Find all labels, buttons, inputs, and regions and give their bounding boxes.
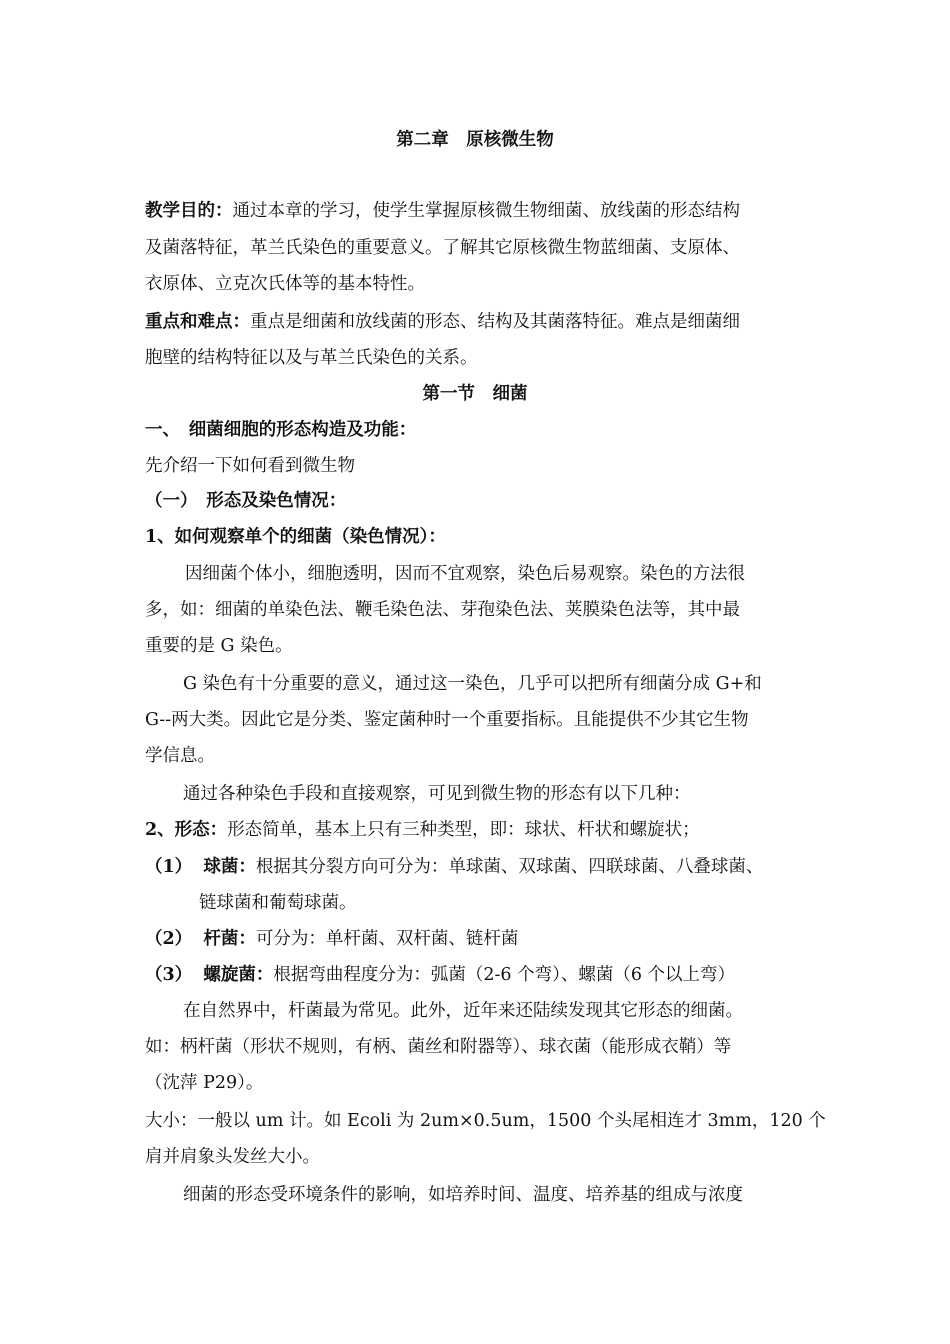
shape-label: 2、形态： — [145, 820, 228, 840]
heading-2: （一） 形态及染色情况： — [145, 491, 347, 511]
list-item-1-num: （1） — [145, 857, 193, 877]
para1-line-2: 多，如：细菌的单染色法、鞭毛染色法、芽孢染色法、荚膜染色法等，其中最 — [145, 600, 740, 620]
list-item-2-num: （2） — [145, 929, 193, 949]
shape-text: 形态简单，基本上只有三种类型，即：球状、杆状和螺旋状； — [227, 820, 700, 840]
para2-line-3: 学信息。 — [145, 746, 215, 766]
para4-line-3: （沈萍 P29）。 — [145, 1073, 264, 1093]
list-item-2-text: 可分为：单杆菌、双杆菌、链杆菌 — [255, 929, 519, 949]
heading-3: 1、如何观察单个的细菌（染色情况）： — [145, 527, 446, 547]
keypoints-line-2: 胞壁的结构特征以及与革兰氏染色的关系。 — [145, 348, 478, 368]
objective-line-1 — [145, 199, 740, 223]
section-title: 第一节 细菌 — [422, 384, 528, 404]
intro-text: 先介绍一下如何看到微生物 — [145, 456, 355, 476]
list-item-1-label: 球菌： — [203, 857, 256, 877]
list-item-1-cont: 链球菌和葡萄球菌。 — [199, 893, 357, 913]
shape-line — [145, 818, 700, 842]
list-item-3 — [145, 963, 735, 987]
para4-line-1: 在自然界中，杆菌最为常见。此外，近年来还陆续发现其它形态的细菌。 — [183, 1001, 743, 1021]
list-item-3-text: 根据弯曲程度分为：弧菌（2-6 个弯）、螺菌（6 个以上弯） — [273, 965, 736, 985]
keypoints-label: 重点和难点： — [145, 312, 250, 332]
para3: 通过各种染色手段和直接观察，可见到微生物的形态有以下几种： — [183, 784, 691, 804]
list-item-1 — [145, 855, 763, 879]
para5: 细菌的形态受环境条件的影响，如培养时间、温度、培养基的组成与浓度 — [183, 1185, 743, 1205]
keypoints-line-1 — [145, 310, 740, 334]
list-item-2-label: 杆菌： — [203, 929, 256, 949]
list-item-1-text: 根据其分裂方向可分为：单球菌、双球菌、四联球菌、八叠球菌、 — [255, 857, 764, 877]
objective-text-1: 通过本章的学习，使学生掌握原核微生物细菌、放线菌的形态结构 — [232, 201, 740, 221]
chapter-title: 第二章 原核微生物 — [396, 130, 554, 150]
keypoints-text-1: 重点是细菌和放线菌的形态、结构及其菌落特征。难点是细菌细 — [250, 312, 740, 332]
size-line-1: 大小：一般以 um 计。如 Ecoli 为 2um×0.5um，1500 个头尾相连才 3mm，120 个 — [145, 1111, 826, 1131]
para1-line-1: 因细菌个体小，细胞透明，因而不宜观察，染色后易观察。染色的方法很 — [185, 564, 745, 584]
heading-1: 一、 细菌细胞的形态构造及功能： — [145, 420, 417, 440]
objective-label: 教学目的： — [145, 201, 233, 221]
objective-line-2: 及菌落特征，革兰氏染色的重要意义。了解其它原核微生物蓝细菌、支原体、 — [145, 238, 740, 258]
list-item-2 — [145, 927, 518, 951]
size-line-2: 肩并肩象头发丝大小。 — [145, 1147, 320, 1167]
para4-line-2: 如：柄杆菌（形状不规则，有柄、菌丝和附器等）、球衣菌（能形成衣鞘）等 — [145, 1037, 732, 1057]
list-item-3-label: 螺旋菌： — [203, 965, 274, 985]
para2-line-1: G 染色有十分重要的意义，通过这一染色，几乎可以把所有细菌分成 G+和 — [183, 674, 762, 694]
objective-line-3: 衣原体、立克次氏体等的基本特性。 — [145, 274, 425, 294]
para2-line-2: G--两大类。因此它是分类、鉴定菌种时一个重要指标。且能提供不少其它生物 — [145, 710, 749, 730]
list-item-3-num: （3） — [145, 965, 193, 985]
para1-line-3: 重要的是 G 染色。 — [145, 636, 293, 656]
